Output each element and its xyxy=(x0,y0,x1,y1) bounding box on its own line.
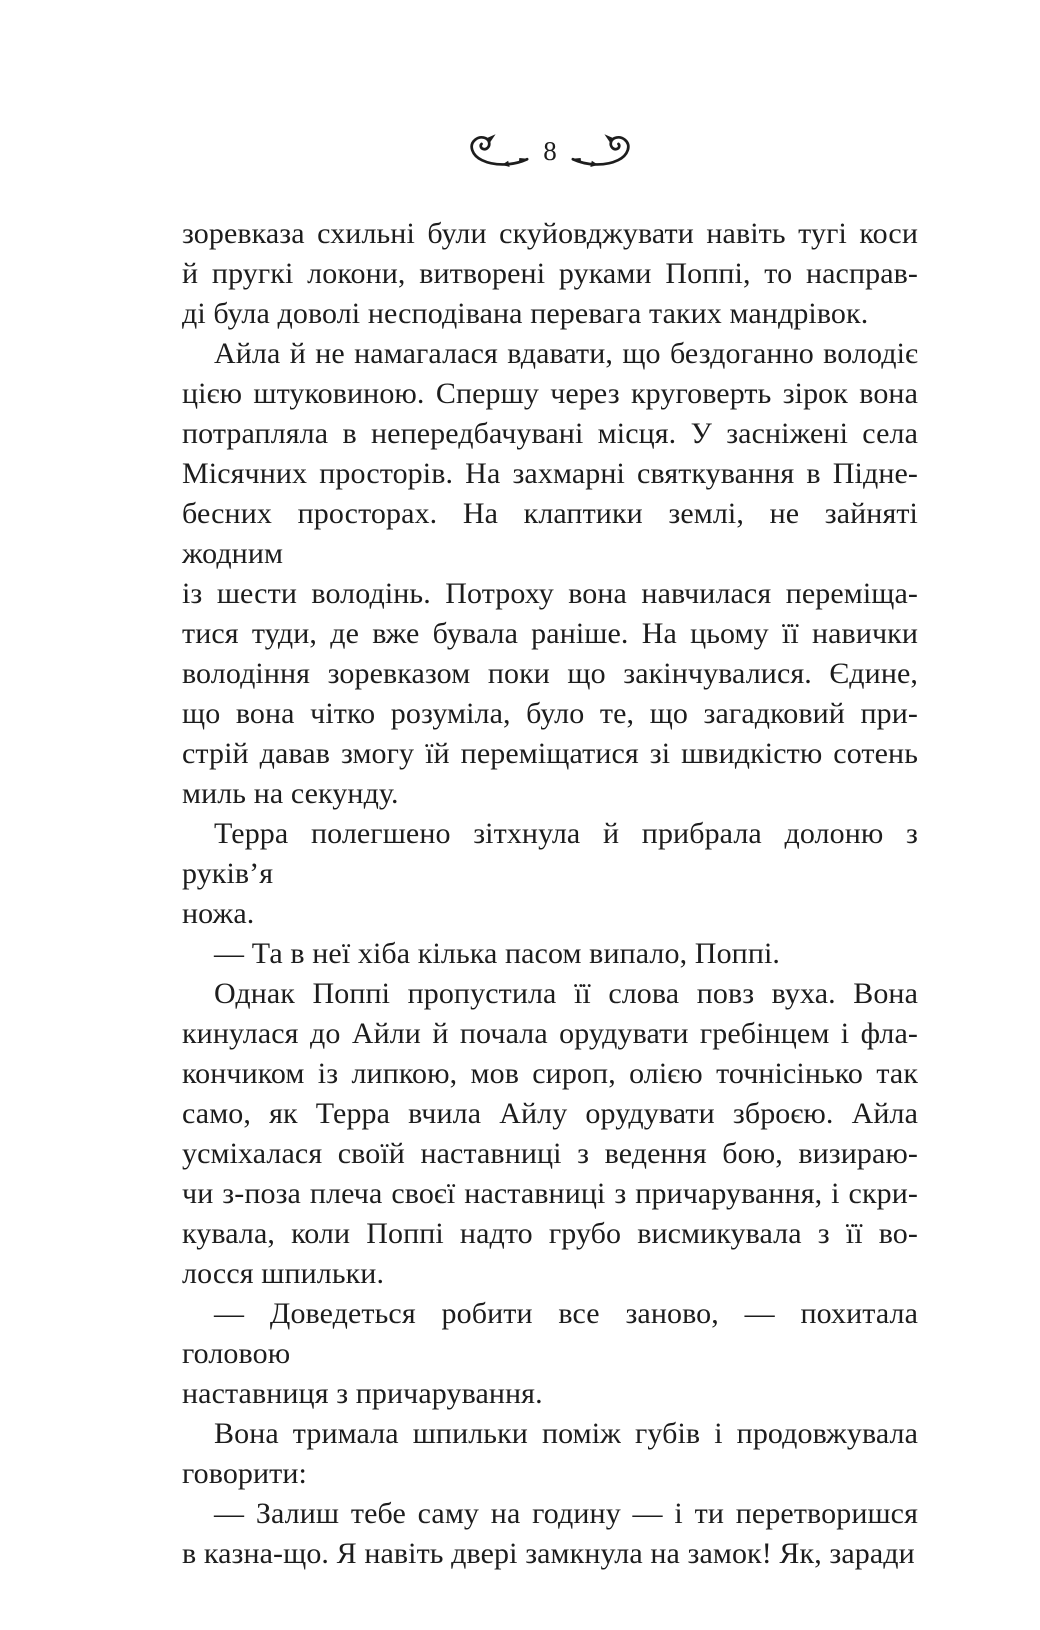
page-body xyxy=(182,214,918,1574)
paragraph xyxy=(182,974,918,1294)
text-line: що вона чітко розуміла, було те, що загадковий при- xyxy=(182,697,918,730)
text-line: цією штуковиною. Спершу через круговерть зірок вона xyxy=(182,377,918,410)
page-number: 8 xyxy=(543,135,557,166)
text-line: — Залиш тебе саму на годину — і ти перетворишся xyxy=(214,1497,918,1530)
text-line: тися туди, де вже бувала раніше. На цьому її навички xyxy=(182,617,918,650)
text-line: й пругкі локони, витворені руками Поппі, то насправ- xyxy=(182,257,918,290)
paragraph xyxy=(182,934,918,974)
text-line: Айла й не намагалася вдавати, що бездоганно володіє xyxy=(214,337,918,370)
text-line: — Та в неї хіба кілька пасом випало, Поппі. xyxy=(214,937,781,970)
paragraph xyxy=(182,1414,918,1494)
text-line: потрапляла в непередбачувані місця. У засніжені села xyxy=(182,417,918,450)
text-line: ді була доволі несподівана перевага таких мандрівок. xyxy=(182,297,869,330)
text-line: володіння зоревказом поки що закінчувалися. Єдине, xyxy=(182,657,918,690)
text-line: усміхалася своїй наставниці з ведення бою, визираю- xyxy=(182,1137,918,1170)
text-line: Вона тримала шпильки поміж губів і продовжувала xyxy=(214,1417,918,1450)
text-line: наставниця з причарування. xyxy=(182,1377,543,1410)
text-line: Місячних просторів. На захмарні святкування в Підне- xyxy=(182,457,918,490)
text-line: стрій давав змогу їй переміщатися зі швидкістю сотень xyxy=(182,737,918,770)
text-line: кинулася до Айли й почала орудувати гребінцем і фла- xyxy=(182,1017,918,1050)
paragraph xyxy=(182,334,918,814)
paragraph xyxy=(182,214,918,334)
text-line: говорити: xyxy=(182,1457,307,1490)
paragraph xyxy=(182,1294,918,1414)
text-line: ножа. xyxy=(182,897,255,930)
text-line: Терра полегшено зітхнула й прибрала долоню з руків’я xyxy=(182,817,918,890)
text-line: миль на секунду. xyxy=(182,777,399,810)
text-line: чи з-поза плеча своєї наставниці з причарування, і скри- xyxy=(182,1177,918,1210)
text-line: кувала, коли Поппі надто грубо висмикувала з її во- xyxy=(182,1217,918,1250)
text-line: зоревказа схильні були скуйовджувати навіть тугі коси xyxy=(182,217,918,250)
text-line: в казна-що. Я навіть двері замкнула на замок! Як, заради xyxy=(182,1537,915,1570)
text-line: бесних просторах. На клаптики землі, не зайняті жодним xyxy=(182,497,918,570)
text-line: із шести володінь. Потроху вона навчилася переміща- xyxy=(182,577,918,610)
text-line: — Доведеться робити все заново, — похитала головою xyxy=(182,1297,918,1370)
thorn-flourish-left-icon xyxy=(467,134,529,167)
thorn-flourish-right-icon xyxy=(571,134,633,167)
text-line: лосся шпильки. xyxy=(182,1257,385,1290)
text-line: само, як Терра вчила Айлу орудувати зброєю. Айла xyxy=(182,1097,918,1130)
page-header xyxy=(182,128,918,172)
text-line: Однак Поппі пропустила її слова повз вуха. Вона xyxy=(214,977,918,1010)
text-line: кончиком із липкою, мов сироп, олією точнісінько так xyxy=(182,1057,918,1090)
paragraph xyxy=(182,814,918,934)
paragraph xyxy=(182,1494,918,1574)
